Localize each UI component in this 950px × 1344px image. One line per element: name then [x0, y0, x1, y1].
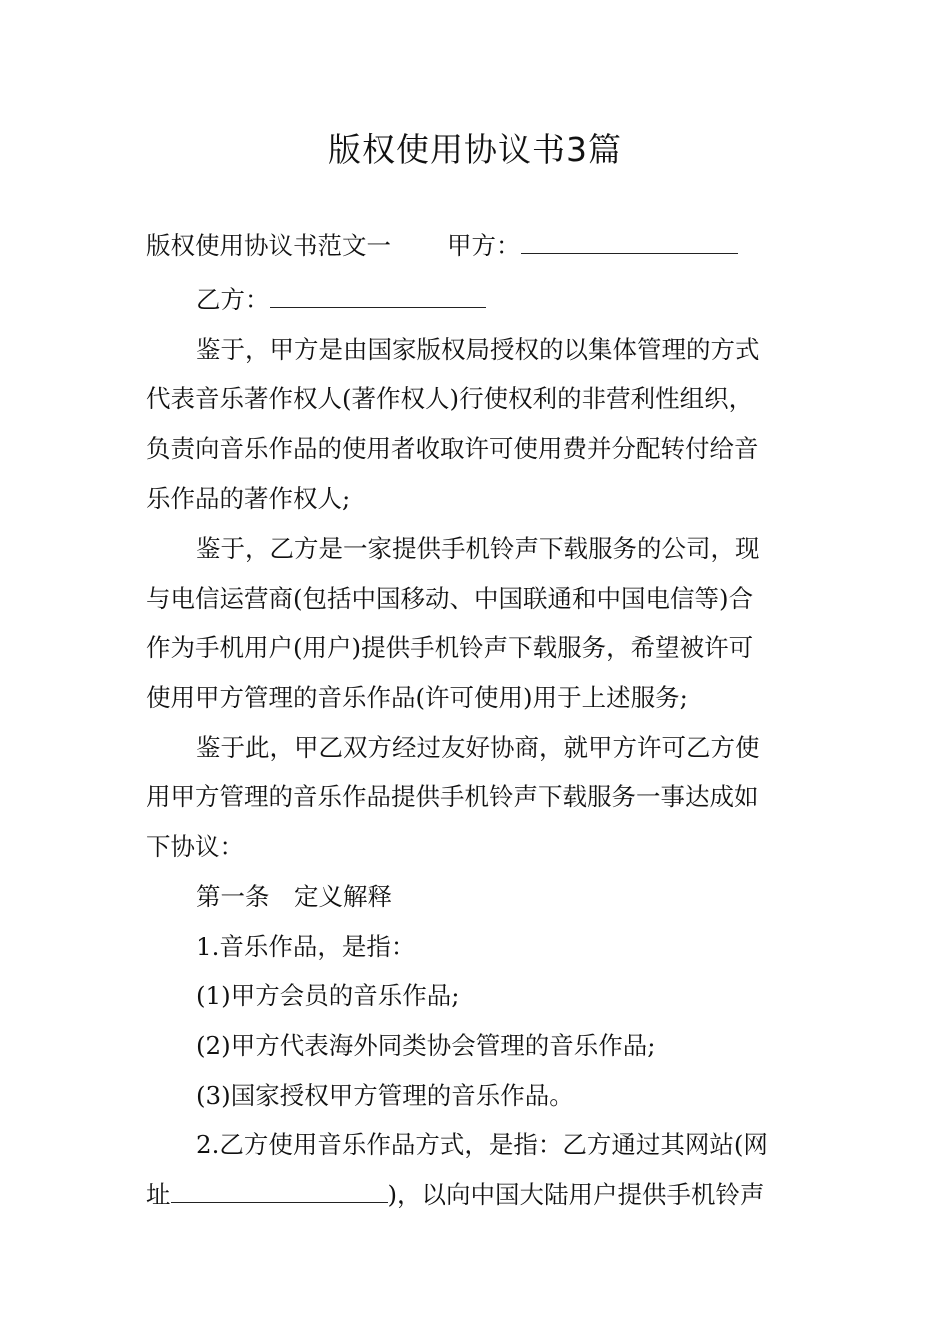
paragraph-line: 乐作品的著作权人; [146, 484, 351, 513]
party-a-blank [521, 229, 738, 254]
intro-line [146, 226, 816, 266]
definition-subitem: (3)国家授权甲方管理的音乐作品。 [196, 1081, 574, 1110]
paragraph-line: 作为手机用户(用户)提供手机铃声下载服务，希望被许可 [146, 633, 754, 662]
website-blank [171, 1178, 388, 1203]
party-b-label: 乙方： [196, 285, 270, 314]
website-line [146, 1175, 816, 1215]
party-b-blank [270, 283, 486, 308]
definition-item: 2.乙方使用音乐作品方式，是指：乙方通过其网站(网 [196, 1130, 768, 1159]
party-a-label: 甲方： [447, 231, 521, 260]
paragraph-line: 用甲方管理的音乐作品提供手机铃声下载服务一事达成如 [146, 782, 759, 811]
paragraph-line: 鉴于，乙方是一家提供手机铃声下载服务的公司，现 [196, 534, 760, 563]
definition-subitem: (2)甲方代表海外同类协会管理的音乐作品; [196, 1031, 656, 1060]
article-heading: 第一条 定义解释 [196, 882, 392, 911]
paragraph-line: 代表音乐著作权人(著作权人)行使权利的非营利性组织， [146, 384, 754, 413]
paragraph-line: 鉴于此，甲乙双方经过友好协商，就甲方许可乙方使 [196, 733, 760, 762]
website-label: 址 [146, 1180, 171, 1209]
paragraph-line: 负责向音乐作品的使用者收取许可使用费并分配转付给音 [146, 434, 759, 463]
document-title: 版权使用协议书3篇 [328, 130, 622, 169]
website-continuation: )，以向中国大陆用户提供手机铃声 [387, 1180, 765, 1209]
definition-subitem: (1)甲方会员的音乐作品; [196, 981, 460, 1010]
sample-heading: 版权使用协议书范文一 [146, 231, 391, 260]
definition-item: 1.音乐作品，是指： [196, 932, 416, 961]
paragraph-line: 使用甲方管理的音乐作品(许可使用)用于上述服务; [146, 683, 688, 712]
paragraph-line: 与电信运营商(包括中国移动、中国联通和中国电信等)合 [146, 584, 754, 613]
party-b-line [196, 280, 866, 320]
paragraph-line: 鉴于，甲方是由国家版权局授权的以集体管理的方式 [196, 335, 760, 364]
paragraph-line: 下协议： [146, 832, 244, 861]
